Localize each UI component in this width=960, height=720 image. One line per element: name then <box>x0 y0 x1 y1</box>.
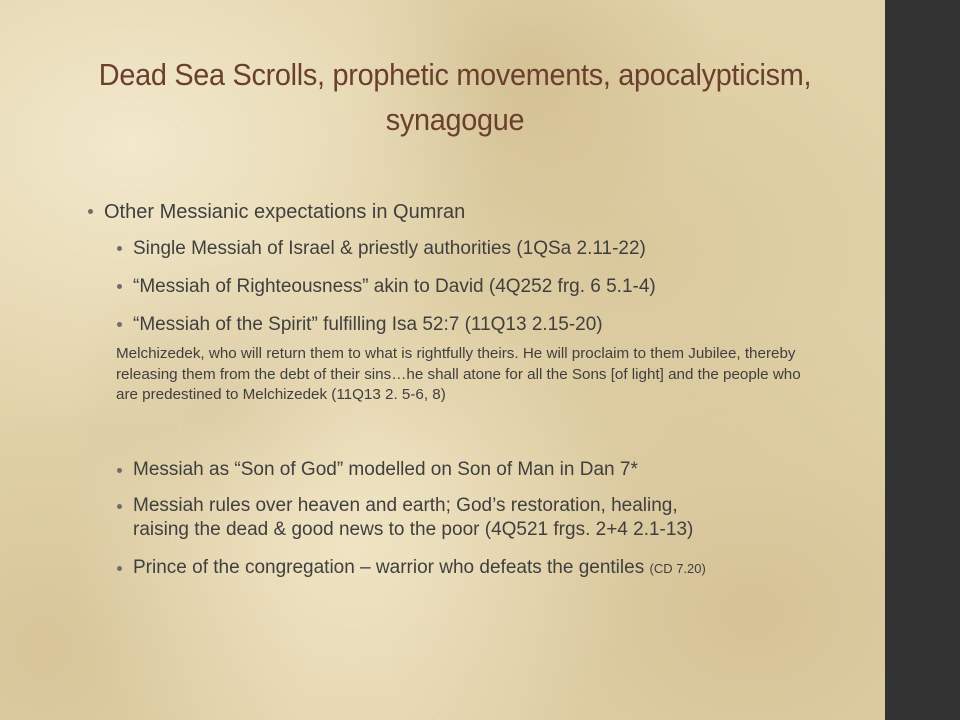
bullet-item-line-1: Messiah rules over heaven and earth; God’s restoration, healing, <box>133 495 678 516</box>
citation-ref: (CD 7.20) <box>649 561 706 576</box>
bullet-item-text: Prince of the congregation – warrior who defeats the gentiles <box>133 557 645 578</box>
bullet-item: “Messiah of the Spirit” fulfilling Isa 52:7 (11Q13 2.15-20) <box>133 314 603 335</box>
dark-sidebar <box>885 0 960 720</box>
bullet-dot-icon <box>88 209 93 214</box>
bullet-dot-icon <box>117 246 122 251</box>
bullet-item: “Messiah of Righteousness” akin to David (4Q252 frg. 6 5.1-4) <box>133 276 656 297</box>
quote-text: Melchizedek, who will return them to what is rightfully theirs. He will proclaim to them Jubilee, thereby releasing them from the debt of their sins…he shall atone for all the Sons [of light] and the people who are predestined to Melchizedek (11Q13 2. 5-6, 8) <box>116 345 801 403</box>
bullet-dot-icon <box>117 284 122 289</box>
bullet-item: Single Messiah of Israel & priestly authorities (1QSa 2.11-22) <box>133 238 646 259</box>
slide-title <box>50 52 859 142</box>
bullet-item-line-2: raising the dead & good news to the poor (4Q521 frgs. 2+4 2.1-13) <box>133 519 694 540</box>
bullet-item: Other Messianic expectations in Qumran <box>104 201 466 223</box>
bullet-item <box>133 557 706 579</box>
bullet-dot-icon <box>117 468 122 473</box>
bullet-dot-icon <box>117 322 122 327</box>
bullet-item: Messiah as “Son of God” modelled on Son of Man in Dan 7* <box>133 459 638 480</box>
bullet-dot-icon <box>117 566 122 571</box>
bullet-dot-icon <box>117 504 122 509</box>
title-line-2: synagogue <box>385 102 525 137</box>
title-line-1: Dead Sea Scrolls, prophetic movements, apocalypticism, <box>98 57 812 92</box>
